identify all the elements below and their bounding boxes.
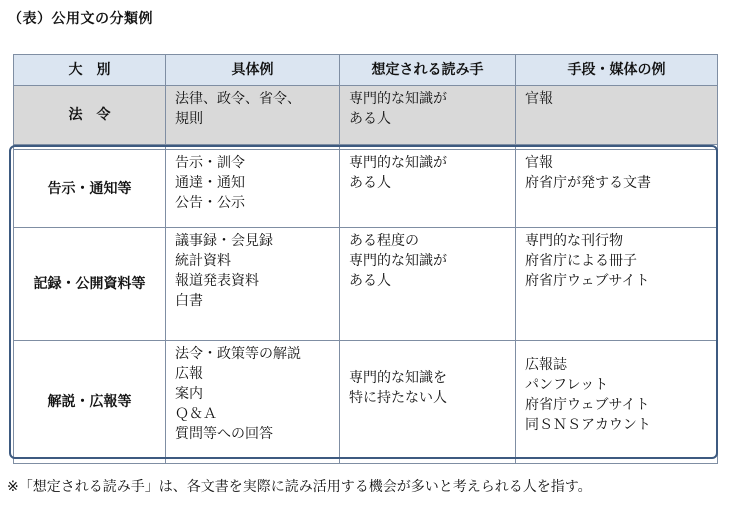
example-line: Ｑ＆Ａ bbox=[175, 406, 217, 422]
examples-cell bbox=[166, 228, 340, 341]
reader-line: 専門的な知識が bbox=[349, 91, 447, 107]
examples-cell bbox=[166, 86, 340, 145]
readers-cell bbox=[340, 228, 516, 341]
category-cell: 記録・公開資料等 bbox=[14, 228, 166, 341]
header-readers: 想定される読み手 bbox=[340, 55, 516, 86]
media-line: 同ＳＮＳアカウント bbox=[525, 417, 651, 433]
example-line: 議事録・会見録 bbox=[175, 233, 273, 249]
readers-cell bbox=[340, 150, 516, 228]
media-cell bbox=[516, 341, 718, 464]
examples-cell bbox=[166, 341, 340, 464]
reader-line: 専門的な知識を bbox=[349, 370, 447, 386]
reader-line: ある人 bbox=[349, 111, 391, 127]
table-caption: （表）公用文の分類例 bbox=[8, 11, 153, 27]
example-line: 法律、政令、省令、 bbox=[175, 91, 301, 107]
example-line: 公告・公示 bbox=[175, 195, 245, 211]
examples-cell bbox=[166, 150, 340, 228]
reader-line: 専門的な知識が bbox=[349, 253, 447, 269]
reader-line: 専門的な知識が bbox=[349, 155, 447, 171]
table-row bbox=[14, 150, 718, 228]
reader-line: 特に持たない人 bbox=[349, 390, 447, 406]
example-line: 報道発表資料 bbox=[175, 273, 259, 289]
header-media: 手段・媒体の例 bbox=[516, 55, 718, 86]
example-line: 白書 bbox=[175, 293, 203, 309]
category-cell: 告示・通知等 bbox=[14, 150, 166, 228]
example-line: 通達・通知 bbox=[175, 175, 245, 191]
header-category: 大 別 bbox=[14, 55, 166, 86]
footnote: ※「想定される読み手」は、各文書を実際に読み活用する機会が多いと考えられる人を指す。 bbox=[7, 479, 592, 495]
category-cell: 法 令 bbox=[14, 86, 166, 145]
table-row bbox=[14, 341, 718, 464]
media-line: 広報誌 bbox=[525, 357, 567, 373]
table-row bbox=[14, 86, 718, 145]
category-cell: 解説・広報等 bbox=[14, 341, 166, 464]
example-line: 告示・訓令 bbox=[175, 155, 245, 171]
example-line: 規則 bbox=[175, 111, 203, 127]
readers-cell bbox=[340, 86, 516, 145]
reader-line: ある人 bbox=[349, 175, 391, 191]
media-cell bbox=[516, 150, 718, 228]
example-line: 案内 bbox=[175, 386, 203, 402]
example-line: 法令・政策等の解説 bbox=[175, 346, 301, 362]
example-line: 広報 bbox=[175, 366, 203, 382]
media-line: 専門的な刊行物 bbox=[525, 233, 623, 249]
table-header-row bbox=[14, 55, 718, 86]
media-cell bbox=[516, 86, 718, 145]
media-line: 官報 bbox=[525, 91, 553, 107]
reader-line: ある人 bbox=[349, 273, 391, 289]
classification-table bbox=[13, 54, 718, 464]
media-line: 府省庁が発する文書 bbox=[525, 175, 651, 191]
example-line: 質問等への回答 bbox=[175, 426, 273, 442]
media-cell bbox=[516, 228, 718, 341]
header-examples: 具体例 bbox=[166, 55, 340, 86]
media-line: 府省庁ウェブサイト bbox=[525, 397, 650, 413]
table-row bbox=[14, 228, 718, 341]
media-line: 府省庁ウェブサイト bbox=[525, 273, 650, 289]
media-line: 官報 bbox=[525, 155, 553, 171]
reader-line: ある程度の bbox=[349, 233, 419, 249]
media-line: パンフレット bbox=[525, 377, 609, 393]
example-line: 統計資料 bbox=[175, 253, 231, 269]
media-line: 府省庁による冊子 bbox=[525, 253, 637, 269]
readers-cell bbox=[340, 341, 516, 464]
